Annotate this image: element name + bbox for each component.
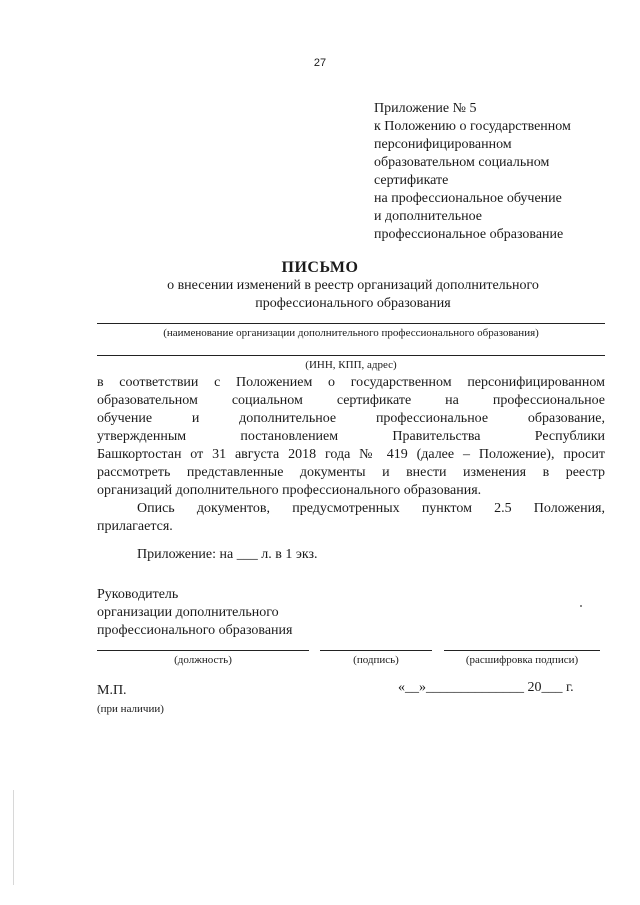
head-line: Руководитель [97, 587, 179, 602]
body-line: в соответствии с Положением о государственном персонифицированном [97, 375, 605, 390]
inn-caption: (ИНН, КПП, адрес) [305, 359, 397, 371]
appendix-line: к Положению о государственном [374, 119, 571, 134]
decoding-line [444, 650, 600, 651]
document-subtitle [120, 277, 586, 313]
subtitle-line: о внесении изменений в реестр организаций дополнительного [167, 278, 539, 293]
appendix-line: Приложение № 5 [374, 101, 477, 116]
appendix-line: образовательном социальном [374, 155, 550, 170]
appendix-line: и дополнительное [374, 209, 482, 224]
date-line: «__»______________ 20___ г. [398, 680, 574, 695]
position-caption: (должность) [174, 654, 232, 666]
inn-line [97, 355, 605, 356]
org-name-line [97, 323, 605, 324]
head-line: профессионального образования [97, 623, 293, 638]
head-title [97, 586, 292, 640]
position-line [97, 650, 309, 651]
body-line: рассмотреть представленные документы и внести изменения в реестр [97, 465, 605, 480]
stamp-label: М.П. [97, 683, 127, 698]
decoding-caption: (расшифровка подписи) [465, 654, 579, 666]
signature-caption: (подпись) [353, 654, 399, 666]
appendix-line: на профессиональное обучение [374, 191, 562, 206]
appendix-line: персонифицированном [374, 137, 512, 152]
scan-margin-mark [13, 790, 14, 885]
body-line: образовательном социальном сертификате на профессиональное [97, 393, 605, 408]
stamp-note: (при наличии) [97, 703, 164, 715]
appendix-line: сертификате [374, 173, 449, 188]
body-line: организаций дополнительного профессионального образования. [97, 483, 482, 498]
letter-body [97, 374, 605, 536]
attachment-note: Приложение: на ___ л. в 1 экз. [137, 547, 318, 562]
document-title: ПИСЬМО [281, 259, 359, 276]
appendix-header [374, 100, 624, 244]
page-number: 27 [313, 57, 327, 69]
body-line: Опись документов, предусмотренных пунктом 2.5 Положения, [137, 501, 605, 516]
appendix-line: профессиональное образование [374, 227, 564, 242]
scan-speck [580, 605, 582, 607]
head-line: организации дополнительного [97, 605, 279, 620]
body-line: утвержденным постановлением Правительства Республики [97, 429, 605, 444]
body-line: прилагается. [97, 519, 173, 534]
signature-line [320, 650, 432, 651]
body-line: Башкортостан от 31 августа 2018 года № 419 (далее – Положение), просит [97, 447, 605, 462]
org-name-caption: (наименование организации дополнительного профессионального образования) [163, 327, 539, 339]
body-line: обучение и дополнительное профессиональное образование, [97, 411, 605, 426]
subtitle-line: профессионального образования [255, 296, 451, 311]
